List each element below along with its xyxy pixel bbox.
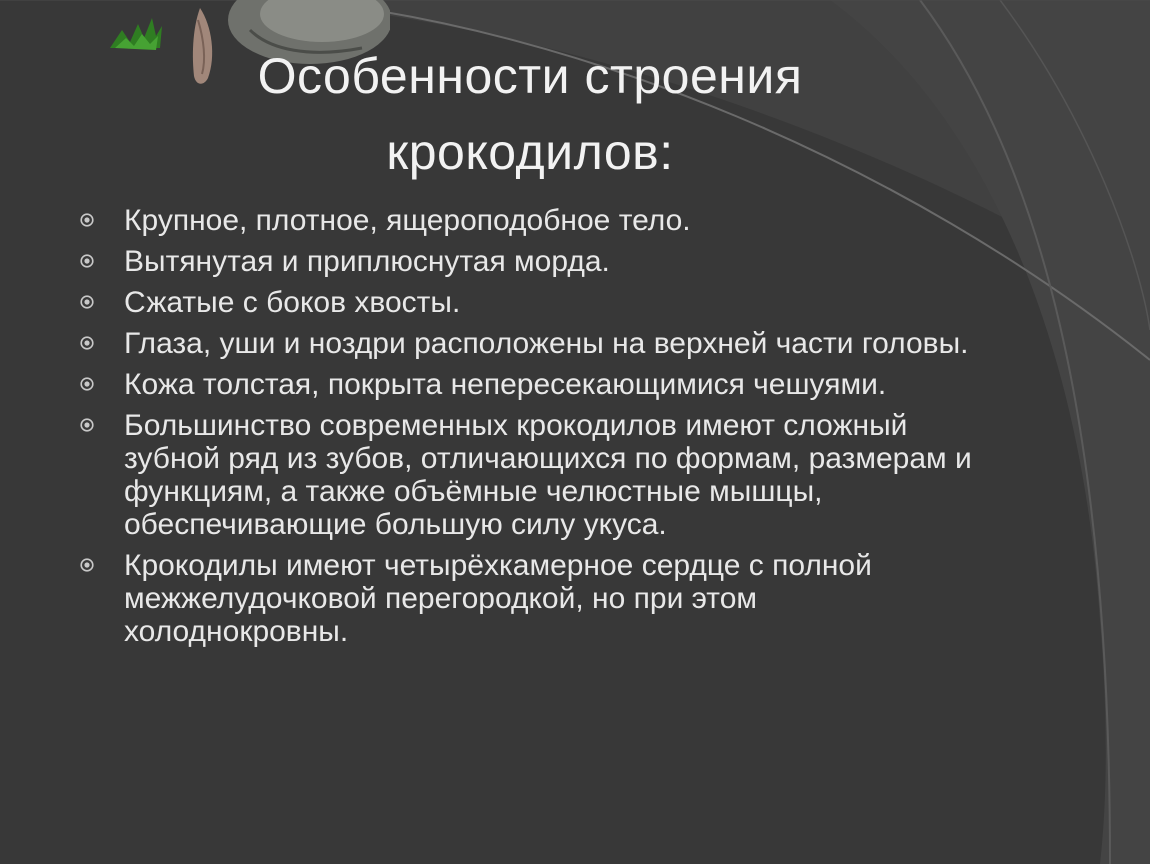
title-line-1: Особенности строения xyxy=(257,48,803,104)
bullet-text: Глаза, уши и ноздри расположены на верхней части головы. xyxy=(124,327,969,360)
circled-dot-icon xyxy=(80,295,94,309)
bullet-text: Крупное, плотное, ящероподобное тело. xyxy=(124,204,691,237)
bullet-item xyxy=(78,286,978,319)
bullet-text: Кожа толстая, покрыта непересекающимися чешуями. xyxy=(124,368,887,401)
bullet-item xyxy=(78,409,978,541)
circled-dot-icon xyxy=(80,558,94,572)
title-line-2: крокодилов: xyxy=(386,124,674,180)
bullet-item xyxy=(78,327,978,360)
bullet-text: Большинство современных крокодилов имеют сложный зубной ряд из зубов, отличающихся по формам, размерам и функциям, а также объёмные челюстные мышцы, обеспечивающие большую силу укуса. xyxy=(124,409,972,541)
circled-dot-icon xyxy=(80,418,94,432)
circled-dot-icon xyxy=(80,213,94,227)
bullet-item xyxy=(78,368,978,401)
circled-dot-icon xyxy=(80,377,94,391)
bullet-text: Вытянутая и приплюснутая морда. xyxy=(124,245,610,278)
bullet-item xyxy=(78,245,978,278)
bullet-list xyxy=(78,204,978,656)
slide-title xyxy=(150,38,910,190)
bullet-text: Крокодилы имеют четырёхкамерное сердце с полной межжелудочковой перегородкой, но при этом холоднокровны. xyxy=(124,549,872,648)
circled-dot-icon xyxy=(80,254,94,268)
bullet-text: Сжатые с боков хвосты. xyxy=(124,286,461,319)
bullet-item xyxy=(78,549,978,648)
bullet-item xyxy=(78,204,978,237)
circled-dot-icon xyxy=(80,336,94,350)
